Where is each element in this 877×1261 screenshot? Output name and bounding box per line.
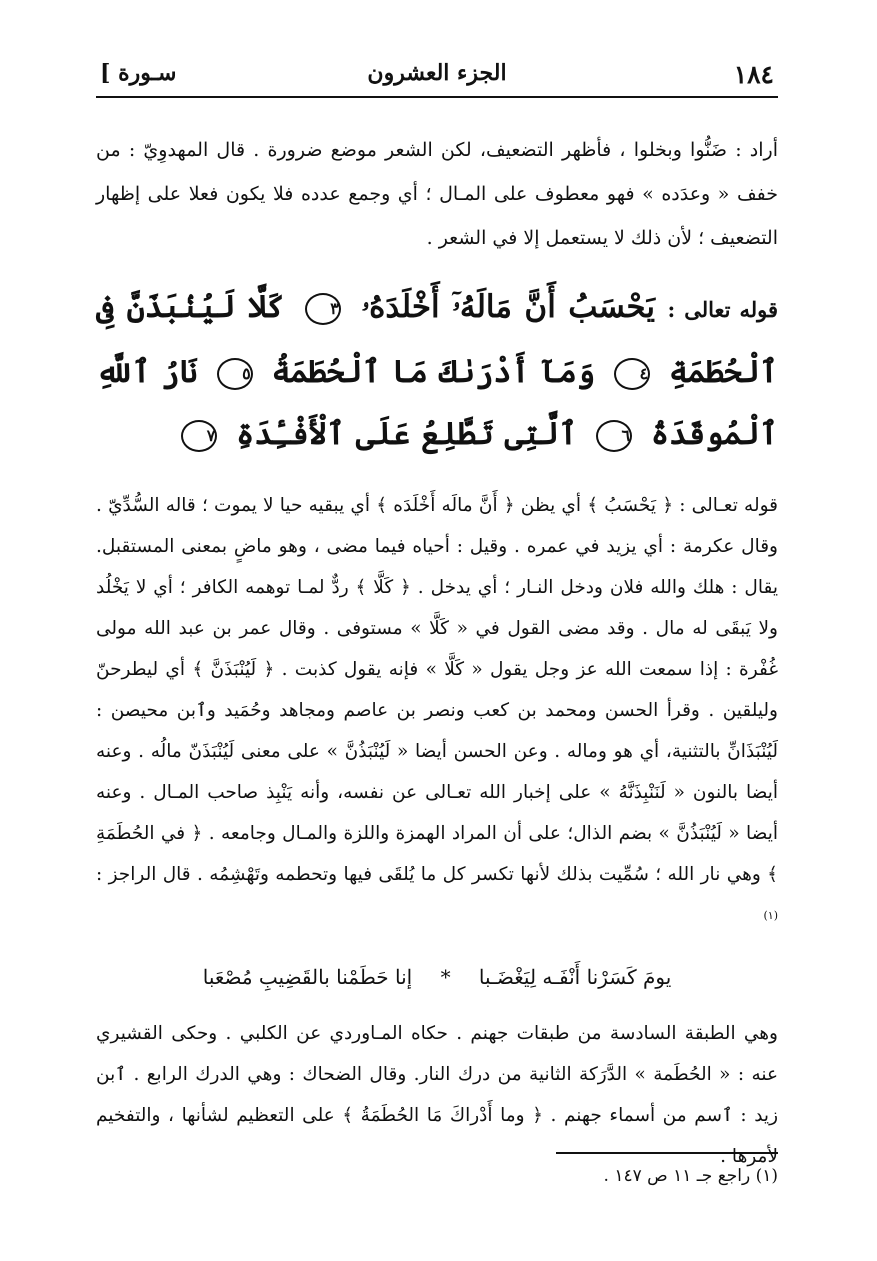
verse-3: يَحْسَبُ أَنَّ مَالَهُۥٓ أَخْلَدَهُۥ (361, 289, 656, 325)
page-number: ١٨٤ (733, 60, 774, 89)
verse-6: نَارُ ٱللَّهِ ٱلْمُوقَدَةُ (96, 354, 778, 452)
commentary-paragraph (96, 485, 778, 941)
footnote-divider (556, 1152, 778, 1154)
ayah-marker-5: ٥ (217, 358, 253, 390)
closing-paragraph: وهي الطبقة السادسة من طبقات جهنم . حكاه المـاوردي عن الكلبي . وحكى القشيري عنه : « الحُطَمة » الدَّرَكة الثانية من درك النار. وقال الضحاك : وهي الدرك الرابع . ٱبن زيد : ٱسم من أسماء جهنم . ﴿ وما أَدْراكَ مَا الحُطَمَةُ ﴾ على التعظيم لشأنها ، والتفخيم لأمرها . (96, 1023, 778, 1168)
quran-lead: قوله تعالى : (667, 297, 779, 322)
ayah-marker-6: ٦ (596, 420, 632, 452)
page-body (96, 128, 778, 1177)
commentary-text: قوله تعـالى : ﴿ يَحْسَبُ ﴾ أي يظن ﴿ أَنَّ مالَه أَخْلَدَه ﴾ أي يبقيه حيا لا يموت ؛ قاله السُّدِّيّ . وقال عكرمة : أي يزيد في عمره . وقيل : أحياه فيما مضى ، وهو ماضٍ بمعنى المستقبل. يقال : هلك والله فلان ودخل النـار ؛ أي يدخل . ﴿ كَلَّا ﴾ ردٌّ لمـا توهمه الكافر ؛ أي لا يَخْلُد ولا يَبقَى له مال . وقد مضى القول في « كَلَّا » مستوفى . وقال عمر بن عبد الله مولى غُفْرة : إذا سمعت الله عز وجل يقول « كَلَّا » فإنه يقول كذبت . ﴿ لَيُنْبَذَنَّ ﴾ أي ليطرحنّ وليلقين . وقرأ الحسن ومحمد بن كعب ونصر بن عاصم ومجاهد وحُمَيد وٱبن محيصن : لَيُنْبَذَانِّ بالتثنية، أي هو وماله . وعن الحسن أيضا « لَيُنْبَذُنَّ » على معنى لَيُنْبَذَنّ مالُه . وعنه أيضا بالنون « لَنَنْبِذَنَّهُ » على إخبار الله تعـالى عن نفسه، وأنه يَنْبِذ صاحب المـال . وعنه أيضا « لَيُنْبَذُنَّ » بضم الذال؛ على أن المراد الهمزة واللزة والمـال وجامعه . ﴿ في الحُطَمَةِ ﴾ وهي نار الله ؛ سُمِّيت بذلك لأنها تكسر كل ما يُلقَى فيها وتحطمه وتَهْشِمُه . قال الراجز : (96, 495, 778, 885)
part-title: الجزء العشرون (367, 60, 507, 86)
poetry-verse (96, 949, 778, 1005)
verse-separator: * (440, 965, 451, 990)
verse-7: ٱلَّتِى تَطَّلِعُ عَلَى ٱلْأَفْـِٔدَةِ (236, 416, 578, 452)
intro-paragraph: أراد : ضَنُّوا وبخلوا ، فأظهر التضعيف، لكن الشعر موضع ضرورة . قال المهدوِيّ : من خفف « وعدَده » فهو معطوف على المـال ؛ أي وجمع عدده فلا يكون فعلا على إظهار التضعيف ؛ لأن ذلك لا يستعمل إلا في الشعر . (96, 139, 778, 249)
footnote: (١) راجع جـ ١١ ص ١٤٧ . (603, 1166, 778, 1186)
verse-4: كَلَّا لَيُنۢبَذَنَّ فِى ٱلْحُطَمَةِ (96, 289, 779, 390)
page-header (96, 56, 778, 98)
ayah-marker-4: ٤ (614, 358, 650, 390)
verse-left-half: إنا حَطَمْنا بالقَضِيبِ مُصْعَبا (202, 965, 413, 990)
verse-right-half: يومَ كَسَرْنا أَنْفَـه لِيَغْضَـبا (478, 965, 672, 990)
ayah-marker-7: ٧ (181, 420, 217, 452)
verse-5: وَمَآ أَدْرَىٰكَ مَا ٱلْحُطَمَةُ (271, 354, 596, 390)
surah-label: سـورة ] (100, 60, 177, 86)
footnote-marker: (١) (763, 909, 778, 922)
ayah-marker-3: ٣ (305, 293, 341, 325)
quran-verses (96, 276, 778, 465)
